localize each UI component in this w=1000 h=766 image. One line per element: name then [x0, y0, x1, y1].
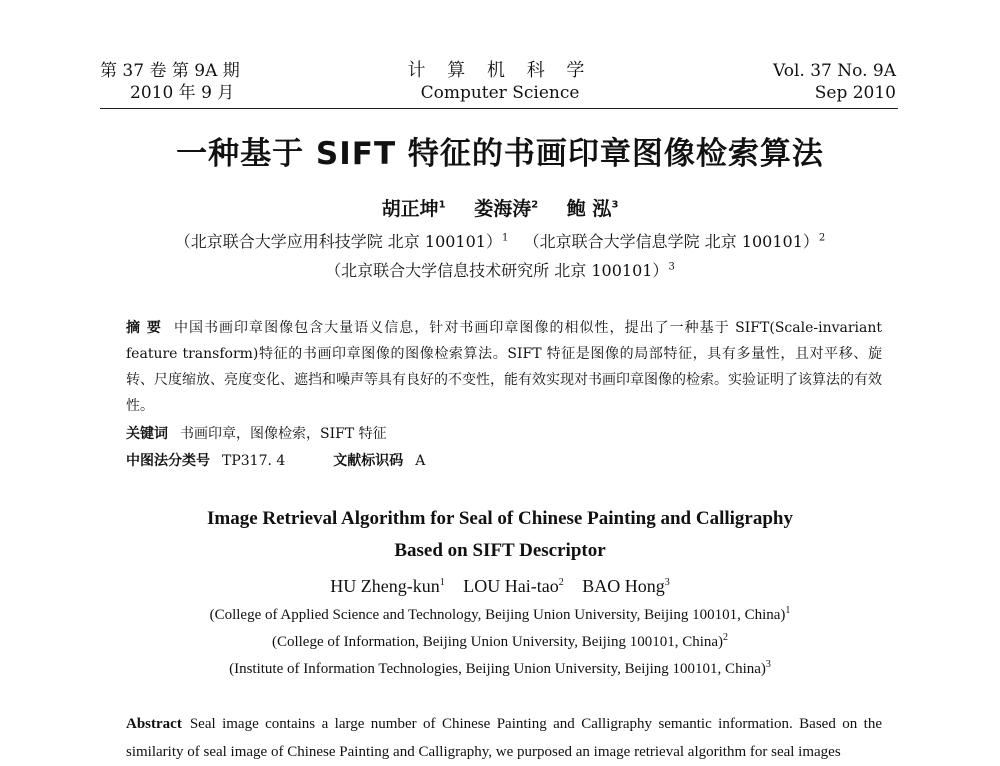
header-date-cn: 2010 年 9 月 [130, 83, 235, 103]
doc-code-value: A [415, 453, 426, 469]
clc-label: 中图法分类号 [126, 453, 210, 469]
abstract-cn [126, 315, 882, 419]
author-en-2-sup: 2 [558, 577, 564, 588]
affiliation-cn-3-sup: 3 [668, 261, 675, 273]
paper-title-en-line2: Based on SIFT Descriptor [394, 540, 606, 561]
affiliation-en-2 [0, 634, 1000, 651]
affiliation-en-1-sup: 1 [785, 605, 791, 616]
header-vol-no: Vol. 37 No. 9A [773, 61, 896, 81]
journal-name-en: Computer Science [420, 83, 580, 103]
affiliation-en-3 [0, 661, 1000, 678]
author-cn-2-sup: 2 [531, 199, 539, 211]
affiliation-cn-3: （北京联合大学信息技术研究所 北京 100101） [325, 261, 669, 280]
affiliation-cn-2: （北京联合大学信息学院 北京 100101） [523, 232, 819, 251]
author-en-1: HU Zheng-kun [330, 576, 440, 596]
author-cn-3-sup: 3 [611, 199, 619, 211]
header-date-en: Sep 2010 [814, 83, 896, 103]
author-cn-1: 胡正坤 [381, 198, 439, 220]
authors-en [0, 576, 1000, 597]
keywords-cn [126, 423, 387, 443]
header-volume: 第 37 卷 第 9A 期 [100, 61, 240, 81]
author-cn-1-sup: 1 [438, 199, 446, 211]
affiliation-en-3-text: (Institute of Information Technologies, Beijing Union University, Beijing 100101, China) [229, 661, 766, 677]
abstract-en-text: Seal image contains a large number of Chinese Painting and Calligraphy semantic information. Based on the similarity of seal image of Chinese Painting and Calligraphy, we purposed an image retrieval algorithm for seal images [126, 716, 882, 760]
paper-title-en-line1: Image Retrieval Algorithm for Seal of Chinese Painting and Calligraphy [207, 508, 793, 529]
doc-code-label: 文献标识码 [333, 453, 404, 469]
paper-title-cn: 一种基于 SIFT 特征的书画印章图像检索算法 [176, 136, 824, 172]
author-cn-3: 鲍 泓 [566, 198, 612, 220]
affiliation-en-2-text: (College of Information, Beijing Union University, Beijing 100101, China) [271, 634, 724, 650]
author-en-1-sup: 1 [439, 577, 445, 588]
author-en-3: BAO Hong [582, 576, 665, 596]
affiliation-cn-2-sup: 2 [818, 232, 826, 244]
affiliations-cn-line2 [0, 258, 1000, 281]
abstract-cn-label: 摘 要 [126, 320, 162, 336]
author-cn-2: 娄海涛 [474, 198, 532, 220]
author-en-2: LOU Hai-tao [463, 576, 559, 596]
header-rule [100, 108, 898, 109]
keywords-cn-text: 书画印章，图像检索，SIFT 特征 [180, 426, 387, 442]
abstract-cn-text: 中国书画印章图像包含大量语义信息，针对书画印章图像的相似性，提出了一种基于 SIFT(Scale-invariant feature transform)特征的书画印章图像的图像检索算法。SIFT 特征是图像的局部特征，具有多量性，且对平移、旋转、尺度缩放、亮度变化、遮挡和噪声等具有良好的不变性，能有效实现对书画印章图像的检索。实验证明了该算法的有效性。 [126, 320, 882, 414]
affiliations-cn-line1 [0, 229, 1000, 252]
affiliation-en-1-text: (College of Applied Science and Technology, Beijing Union University, Beijing 100101, China) [209, 607, 786, 623]
affiliation-en-2-sup: 2 [723, 632, 729, 643]
clc-value: TP317. 4 [222, 453, 286, 469]
author-en-3-sup: 3 [664, 577, 670, 588]
classification-cn [126, 450, 425, 470]
authors-cn [0, 194, 1000, 221]
affiliation-cn-1-sup: 1 [501, 232, 509, 244]
journal-name-cn: 计 算 机 科 学 [407, 60, 593, 81]
abstract-en [126, 710, 882, 766]
affiliation-en-3-sup: 3 [765, 659, 771, 670]
header-vol-en [773, 60, 896, 104]
keywords-cn-label: 关键词 [126, 426, 168, 442]
abstract-en-label: Abstract [126, 716, 182, 732]
affiliation-en-1 [0, 607, 1000, 624]
affiliation-cn-1: （北京联合大学应用科技学院 北京 100101） [174, 232, 502, 251]
